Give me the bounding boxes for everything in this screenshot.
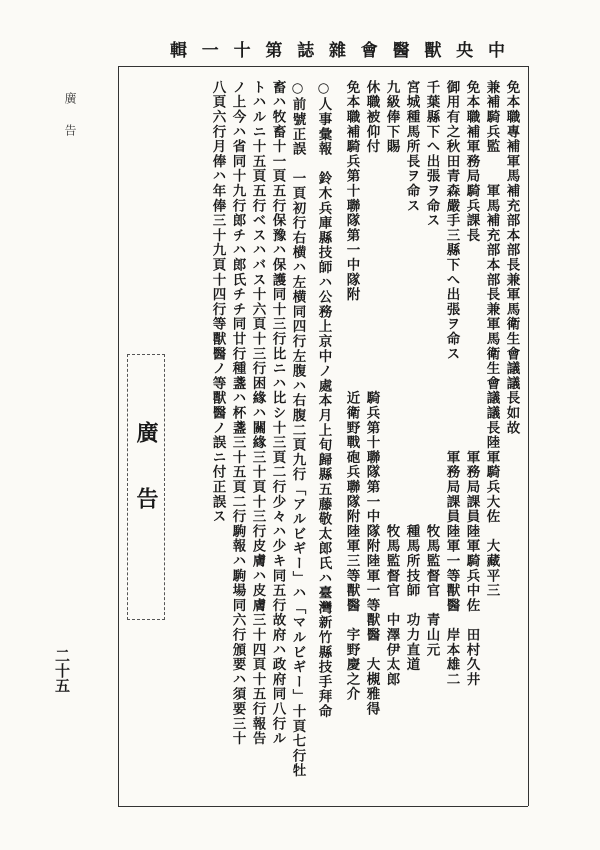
- text-column: 宮城種馬所長ヲ命ス 種馬所技師 功力直道: [403, 80, 420, 672]
- advertisement-title: 廣告: [133, 421, 159, 553]
- text-column: 免本職專補軍馬補充部本部長兼軍馬衛生會議議長如故: [503, 80, 520, 436]
- text-column: 免本職補騎兵第十聯隊第一中隊附 近衛野戰砲兵聯隊附陸軍三等獸醫 宇野慶之介: [343, 80, 360, 702]
- header-char: 十: [233, 41, 251, 61]
- header-char: 中: [487, 41, 505, 61]
- text-column: 休職被仰付 騎兵第十聯隊第一中隊附陸軍一等獸醫 大槻雅得: [363, 80, 380, 717]
- frame-right-rule: [528, 66, 529, 806]
- text-column: ○前號正誤 一頁初行右横ハ左横同四行左腹ハ右腹二頁九行「アルビギー」ハ「マルビギー」十頁七行牡: [289, 80, 306, 779]
- text-column: 千葉縣下へ出張ヲ命ス 牧馬監督官 青山元: [423, 80, 440, 658]
- header-char: 醫: [392, 41, 410, 61]
- text-column: 九級俸下賜 牧馬監督官 中澤伊太郎: [383, 80, 400, 687]
- text-column: 兼補騎兵監 軍馬補充部本部長兼軍馬衛生會議議長陸軍騎兵大佐 大藏平三: [483, 80, 500, 598]
- header-char: 獸: [424, 41, 442, 61]
- header-char: 央: [456, 41, 474, 61]
- text-column: トハルニ十五頁五行ベスハバス十六頁十三行困緣ハ關緣三十頁十三行皮膚ハ皮膚三十四頁十五行報告: [249, 80, 266, 746]
- frame-bottom-rule: [118, 806, 528, 807]
- text-column: 免本職補軍務局騎兵課長 軍務局課員陸軍騎兵中佐 田村久井: [463, 80, 480, 687]
- advertisement-box: [127, 354, 165, 620]
- text-column: 御用有之秋田青森嚴手三縣下へ出張ヲ命ス 軍務局課員陸軍一等獸醫 岸本雄二: [443, 80, 460, 687]
- header-char: 會: [360, 41, 378, 61]
- header-char: 一: [201, 41, 219, 61]
- frame-left-rule: [118, 66, 119, 806]
- journal-header: [170, 36, 505, 61]
- text-column: ○人事彙報 鈴木兵庫縣技師ハ公務上京中ノ處本月上旬歸縣五藤敬太郎氏ハ臺灣新竹縣技手拜命: [315, 80, 332, 719]
- header-char: 第: [265, 41, 283, 61]
- text-column: 八頁六行月俸ハ年俸三十九頁十四行等獸醫ノ等獸醫ノ誤ニ付正誤ス: [209, 80, 226, 524]
- page-number: 二十五: [53, 648, 71, 693]
- text-column: 畜ハ牧畜十一頁五行保豫ハ保護同十三行比ニハ比シ十三頁二行少々ハ少キ同五行故府ハ政府同八行ル: [269, 80, 286, 746]
- header-char: 輯: [170, 41, 187, 61]
- text-column: ノ上今ハ省同十九行郎チハ郎氏チチ同廿行種盞ハ杯盞三十五頁二行駒報ハ駒場同六行頒要ハ須要三十: [229, 80, 246, 746]
- header-char: 雜: [328, 41, 346, 61]
- header-char: 誌: [297, 41, 315, 61]
- margin-section-label: 廣告: [63, 92, 77, 156]
- frame-top-rule: [118, 66, 528, 67]
